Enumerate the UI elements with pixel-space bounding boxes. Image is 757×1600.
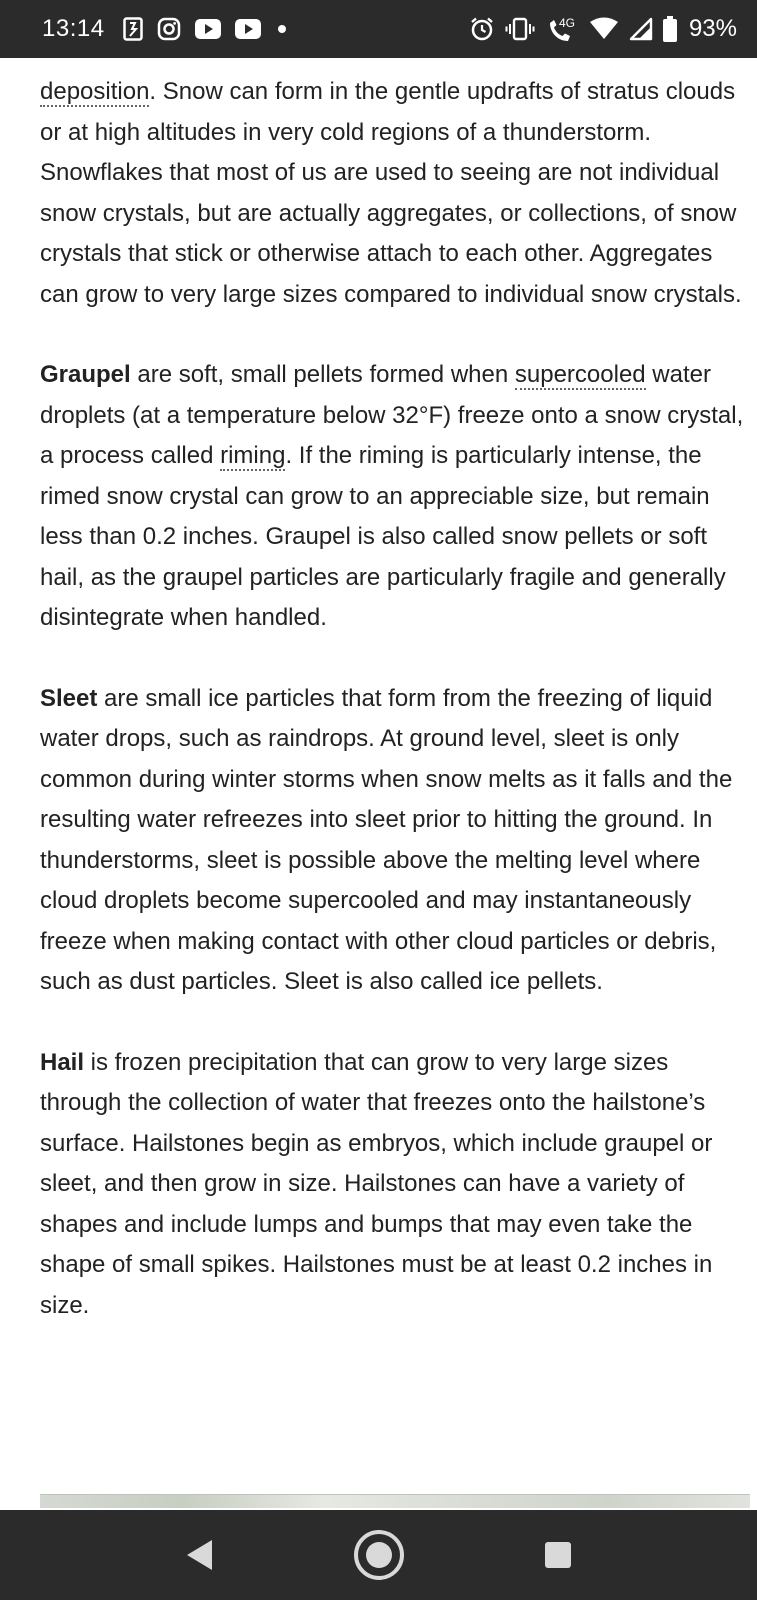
hail-term: Hail	[40, 1048, 85, 1076]
youtube-icon	[195, 19, 221, 39]
vibrate-icon	[505, 17, 535, 41]
wifi-icon	[589, 17, 619, 41]
cell-signal-icon	[629, 17, 653, 41]
volte-call-icon	[545, 15, 579, 43]
status-right	[469, 15, 737, 43]
alarm-icon	[469, 16, 495, 42]
snow-paragraph-text: . Snow can form in the gentle updrafts of stratus clouds or at high altitudes in very cold regions of a thunderstorm. Snowflakes that most of us are used to seeing are not individual snow crystals, but are actually aggregates, or collections, of snow crystals that stick or otherwise attach to each other. Aggregates can grow to very large sizes compared to individual snow crystals.	[40, 78, 742, 308]
graupel-text-3: . If the riming is particularly intense, the rimed snow crystal can grow to an appreciable size, but remain less than 0.2 inches. Graupel is also called snow pellets or soft hail, as the graupel particles are particularly fragile and generally disintegrate when handled.	[40, 442, 726, 631]
sleet-term: Sleet	[40, 684, 98, 712]
status-clock: 13:14	[42, 15, 105, 42]
supercooled-link[interactable]: supercooled	[514, 361, 646, 388]
sleet-text: are small ice particles that form from the freezing of liquid water drops, such as raindrops. At ground level, sleet is only common during winter storms when snow melts as it falls and the resulting water refreezes into sleet prior to hitting the ground. In thunderstorms, sleet is possible above the melting level where cloud droplets become supercooled and may instantaneously freeze when making contact with other cloud particles or debris, such as dust particles. Sleet is also called ice pellets.	[40, 684, 733, 995]
instagram-icon	[157, 17, 181, 41]
graupel-text-2: water droplets (at a temperature below 32°F) freeze onto a snow crystal, a process called	[40, 361, 744, 469]
home-icon[interactable]	[344, 1520, 414, 1590]
article-content	[40, 58, 750, 1490]
status-left	[42, 15, 289, 43]
sleet-paragraph	[40, 679, 750, 1003]
riming-link[interactable]: riming	[220, 442, 286, 469]
sim-card-icon	[123, 17, 143, 41]
status-bar	[0, 0, 757, 58]
hail-paragraph	[40, 1043, 750, 1327]
battery-icon	[663, 16, 677, 42]
recents-icon[interactable]	[523, 1520, 593, 1590]
snow-paragraph	[40, 72, 750, 315]
youtube-icon	[235, 19, 261, 39]
graupel-term: Graupel	[40, 361, 131, 388]
graupel-text-1: are soft, small pellets formed when	[130, 361, 515, 388]
graupel-paragraph	[40, 355, 750, 639]
deposition-link[interactable]: deposition	[40, 78, 150, 105]
back-icon[interactable]	[165, 1520, 235, 1590]
hail-text: is frozen precipitation that can grow to very large sizes through the collection of water that freezes onto the hailstone’s surface. Hailstones begin as embryos, which include graupel or sleet, and then grow in size. Hailstones can have a variety of shapes and include lumps and bumps that may even take the shape of small spikes. Hailstones must be at least 0.2 inches in size.	[40, 1048, 713, 1319]
battery-percent: 93%	[688, 15, 737, 42]
notification-dot-icon	[275, 22, 289, 36]
network-label: 4G	[558, 16, 575, 30]
navigation-bar	[0, 1510, 757, 1600]
article-image	[40, 1494, 750, 1508]
